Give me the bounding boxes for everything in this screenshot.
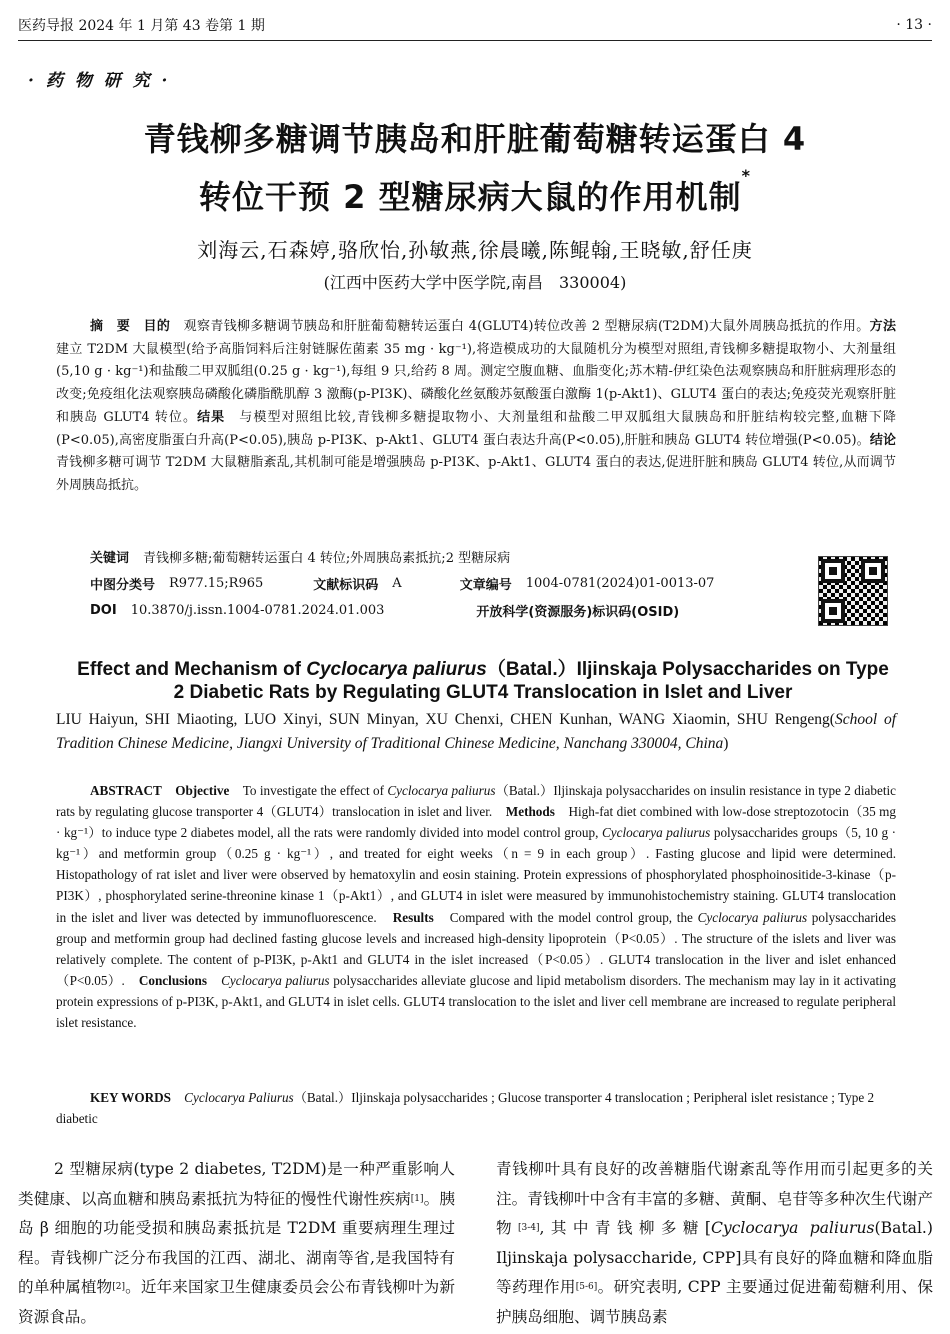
body-column-left bbox=[18, 1155, 455, 1332]
affiliation-en: School of Tradition Chinese Medicine, Jiangxi University of Traditional Chinese Medicine, Nanchang 330004, China bbox=[56, 711, 896, 752]
journal-citation: 医药导报 2024 年 1 月第 43 卷第 1 期 bbox=[18, 18, 265, 34]
citation-ref[interactable]: [1] bbox=[410, 1193, 424, 1204]
body-column-right bbox=[496, 1155, 933, 1332]
methods-text-en-b: polysaccharides groups（5, 10 g · kg⁻¹）and metformin group（0.25 g · kg⁻¹）, and treated for eight weeks（n = 9 in each group）. Fasting glucose and lipid were determined. Histopathology of rat islet and liver were observed by hematoxylin and eosin staining. Protein expressions of phosphorylated phosphoinositide-3-kinase（p-PI3K）, phosphorylated serine-threonine kinase 1（p-Akt1）, and GLUT4 in islet were measured by immunohistochemistry staining. GLUT4 translocation in the islet and liver was detected by immunofluorescence. bbox=[56, 825, 897, 925]
methods-label-en: Methods bbox=[505, 804, 555, 820]
keywords-cn-row bbox=[90, 547, 510, 566]
clc-label: 中图分类号 bbox=[90, 578, 156, 593]
body-paragraph bbox=[496, 1155, 933, 1332]
article-id-value: 1004-0781(2024)01-0013-07 bbox=[525, 576, 715, 591]
results-text-en-a: Compared with the model control group, the bbox=[449, 909, 698, 925]
doi-label: DOI bbox=[90, 603, 117, 618]
citation-ref[interactable]: [3-4] bbox=[518, 1223, 540, 1233]
results-species-en: Cyclocarya paliurus bbox=[697, 909, 808, 925]
citation-ref[interactable]: [5-6] bbox=[575, 1282, 598, 1292]
title-en-post: （Batal.）Iljinskaja Polysaccharides on Type bbox=[486, 659, 889, 680]
clc-value: R977.15;R965 bbox=[169, 576, 264, 591]
conclusions-label-cn: 结论 bbox=[869, 432, 896, 448]
body-text-left-3: 。近年来国家卫生健康委员会公布青钱柳叶为新资源食品。 bbox=[18, 1278, 455, 1326]
title-en-pre: Effect and Mechanism of bbox=[77, 659, 307, 680]
body-text-right-3: (Batal.) Iljinskaja polysaccharide, CPP]具有良好的降血糖和降血脂等药理作用 bbox=[496, 1219, 933, 1296]
methods-text-cn: 建立 T2DM 大鼠模型(给予高脂饲料后注射链脲佐菌素 35 mg · kg⁻¹),将造模成功的大鼠随机分为模型对照组,青钱柳多糖提取物小、大剂量组(5,10 g · kg⁻¹)和盐酸二甲双胍组(0.25 g · kg⁻¹),每组 9 只,给药 8 周。测定空腹血糖、血脂变化;苏木精-伊红染色法观察胰岛和肝脏病理形态的改变;免疫组化法观察胰岛磷酸化磷脂酰肌醇 3 激酶(p-PI3K)、磷酸化丝氨酸苏氨酸蛋白激酶 1(p-Akt1)、GLUT4 蛋白的表达;免疫荧光观察肝脏和胰岛 GLUT4 转位。 bbox=[56, 341, 896, 425]
authors-en-names: LIU Haiyun, SHI Miaoting, LUO Xinyi, SUN Minyan, XU Chenxi, CHEN Kunhan, WANG Xiaomin, SHU Rengeng( bbox=[56, 711, 835, 728]
body-text-left-1: 2 型糖尿病(type 2 diabetes, T2DM)是一种严重影响人类健康、以高血糖和胰岛素抵抗为特征的慢性代谢性疾病 bbox=[18, 1160, 455, 1208]
keywords-cn-value: 青钱柳多糖;葡萄糖转运蛋白 4 转位;外周胰岛素抵抗;2 型糖尿病 bbox=[143, 551, 511, 566]
abstract-cn-label: 摘 要 bbox=[90, 319, 131, 334]
authors-en bbox=[56, 708, 896, 756]
osid-label: 开放科学(资源服务)标识码(OSID) bbox=[476, 605, 680, 620]
doc-code-value: A bbox=[392, 576, 402, 591]
doi-value: 10.3870/j.issn.1004-0781.2024.01.003 bbox=[130, 603, 385, 618]
conclusions-text-cn: 青钱柳多糖可调节 T2DM 大鼠糖脂紊乱,其机制可能是增强胰岛 p-PI3K、p-Akt1、GLUT4 蛋白的表达,促进肝脏和胰岛 GLUT4 转位,从而调节外周胰岛抵抗。 bbox=[56, 455, 896, 493]
body-text-left-2: 。胰岛 β 细胞的功能受损和胰岛素抵抗是 T2DM 重要病理生理过程。青钱柳广泛分布我国的江西、湖北、湖南等省,是我国特有的单种属植物 bbox=[18, 1189, 455, 1296]
objective-text-en-a: To investigate the effect of bbox=[242, 783, 388, 798]
objective-text-cn: 观察青钱柳多糖调节胰岛和肝脏葡萄糖转运蛋白 4(GLUT4)转位改善 2 型糖尿病(T2DM)大鼠外周胰岛抵抗的作用。 bbox=[183, 319, 870, 334]
affiliation-cn: (江西中医药大学中医学院,南昌 330004) bbox=[323, 273, 627, 292]
body-species: Cyclocarya paliurus bbox=[710, 1219, 875, 1237]
qr-finder-top-left bbox=[821, 559, 845, 583]
keywords-en-label: KEY WORDS bbox=[90, 1090, 171, 1105]
doc-code-label: 文献标识码 bbox=[313, 578, 379, 593]
objective-species-en: Cyclocarya paliurus bbox=[387, 783, 496, 798]
title-en-line2: 2 Diabetic Rats by Regulating GLUT4 Translocation in Islet and Liver bbox=[173, 682, 793, 703]
methods-species-en: Cyclocarya paliurus bbox=[601, 825, 711, 841]
funding-mark: * bbox=[741, 166, 751, 185]
osid-qr-code[interactable] bbox=[818, 556, 888, 626]
page-number: · 13 · bbox=[896, 17, 932, 33]
title-en-species: Cyclocarya paliurus bbox=[306, 659, 487, 680]
title-cn-line2 bbox=[40, 166, 910, 218]
qr-finder-top-right bbox=[861, 559, 885, 583]
objective-label-cn: 目的 bbox=[143, 319, 171, 334]
results-text-en-b: polysaccharides group and metformin group had declined fasting glucose levels and increased high-density lipoprotein（P<0.05）. The structure of the islets and liver was relatively complete. The content of p-PI3K, p-Akt1 and GLUT4 in the islet increased（P<0.05）. GLUT4 translocation in the liver and islet enhanced（P<0.05）. bbox=[56, 909, 897, 988]
abstract-en-label: ABSTRACT bbox=[90, 783, 162, 798]
title-cn-line1 bbox=[40, 114, 910, 160]
objective-text-en-b: （Batal.）Iljinskaja polysaccharides on insulin resistance in type 2 diabetic rats by regulating glucose transporter 4（GLUT4）translocation in islet and liver. bbox=[56, 783, 897, 820]
abstract-en-body bbox=[56, 780, 896, 1033]
keywords-cn-label: 关键词 bbox=[90, 551, 130, 566]
abstract-en bbox=[56, 780, 896, 1033]
keywords-en-value: （Batal.）Iljinskaja polysaccharides ; Glucose transporter 4 translocation ; Peripheral islet resistance ; Type 2 diabetic bbox=[56, 1090, 875, 1126]
title-cn-text1: 青钱柳多糖调节胰岛和肝脏葡萄糖转运蛋白 4 bbox=[143, 120, 807, 158]
body-text-right-2: ,其中青钱柳多糖[ bbox=[539, 1219, 711, 1237]
objective-label-en: Objective bbox=[175, 783, 230, 798]
abstract-cn bbox=[56, 316, 896, 498]
body-text-right-4: 。研究表明, CPP 主要通过促进葡萄糖利用、保护胰岛细胞、调节胰岛素 bbox=[496, 1278, 933, 1326]
title-cn-text2: 转位干预 2 型糖尿病大鼠的作用机制 bbox=[199, 178, 742, 216]
section-label: · 药 物 研 究 · bbox=[28, 71, 171, 91]
classification-row bbox=[90, 574, 714, 593]
body-text-right-1: 青钱柳叶具有良好的改善糖脂代谢紊乱等作用而引起更多的关注。青钱柳叶中含有丰富的多糖、黄酮、皂苷等多种次生代谢产物 bbox=[496, 1160, 933, 1237]
results-label-en: Results bbox=[392, 909, 434, 925]
methods-text-en-a: High-fat diet combined with low-dose streptozotocin（35 mg · kg⁻¹）to induce type 2 diabetes model, all the rats were randomly divided into model control group, bbox=[56, 804, 897, 841]
authors-cn: 刘海云,石森婷,骆欣怡,孙敏燕,徐晨曦,陈鲲翰,王晓敏,舒任庚 bbox=[197, 238, 753, 262]
running-header bbox=[18, 10, 932, 41]
article-id-label: 文章编号 bbox=[459, 578, 512, 593]
keywords-en bbox=[56, 1087, 896, 1129]
doi-row bbox=[90, 601, 679, 620]
affiliation-en-close: ) bbox=[723, 735, 729, 752]
keywords-en-species: Cyclocarya Paliurus bbox=[184, 1090, 294, 1105]
conclusions-species-en: Cyclocarya paliurus bbox=[221, 972, 330, 988]
qr-finder-bottom-left bbox=[821, 599, 845, 623]
conclusions-label-en: Conclusions bbox=[138, 972, 208, 988]
title-en-line1 bbox=[56, 654, 910, 681]
body-paragraph bbox=[18, 1155, 455, 1332]
methods-label-cn: 方法 bbox=[869, 319, 896, 334]
abstract-cn-body bbox=[56, 316, 896, 498]
conclusions-text-en: polysaccharides alleviate glucose and lipid metabolism disorders. The mechanism may lay in it activating protein expressions of p-PI3K, p-Akt1, and GLUT4 in islet cells. GLUT4 translocation to the islet and liver cell membrane are increased to regulate peripheral islet resistance. bbox=[56, 972, 897, 1031]
results-text-cn: 与模型对照组比较,青钱柳多糖提取物小、大剂量组和盐酸二甲双胍组大鼠胰岛和肝脏结构较完整,血糖下降(P<0.05),高密度脂蛋白升高(P<0.05),胰岛 p-PI3K、p-Akt1、GLUT4 蛋白表达升高(P<0.05),肝脏和胰岛 GLUT4 转位增强(P<0.05)。 bbox=[56, 409, 896, 448]
results-label-cn: 结果 bbox=[197, 409, 226, 425]
citation-ref[interactable]: [2] bbox=[112, 1282, 126, 1292]
